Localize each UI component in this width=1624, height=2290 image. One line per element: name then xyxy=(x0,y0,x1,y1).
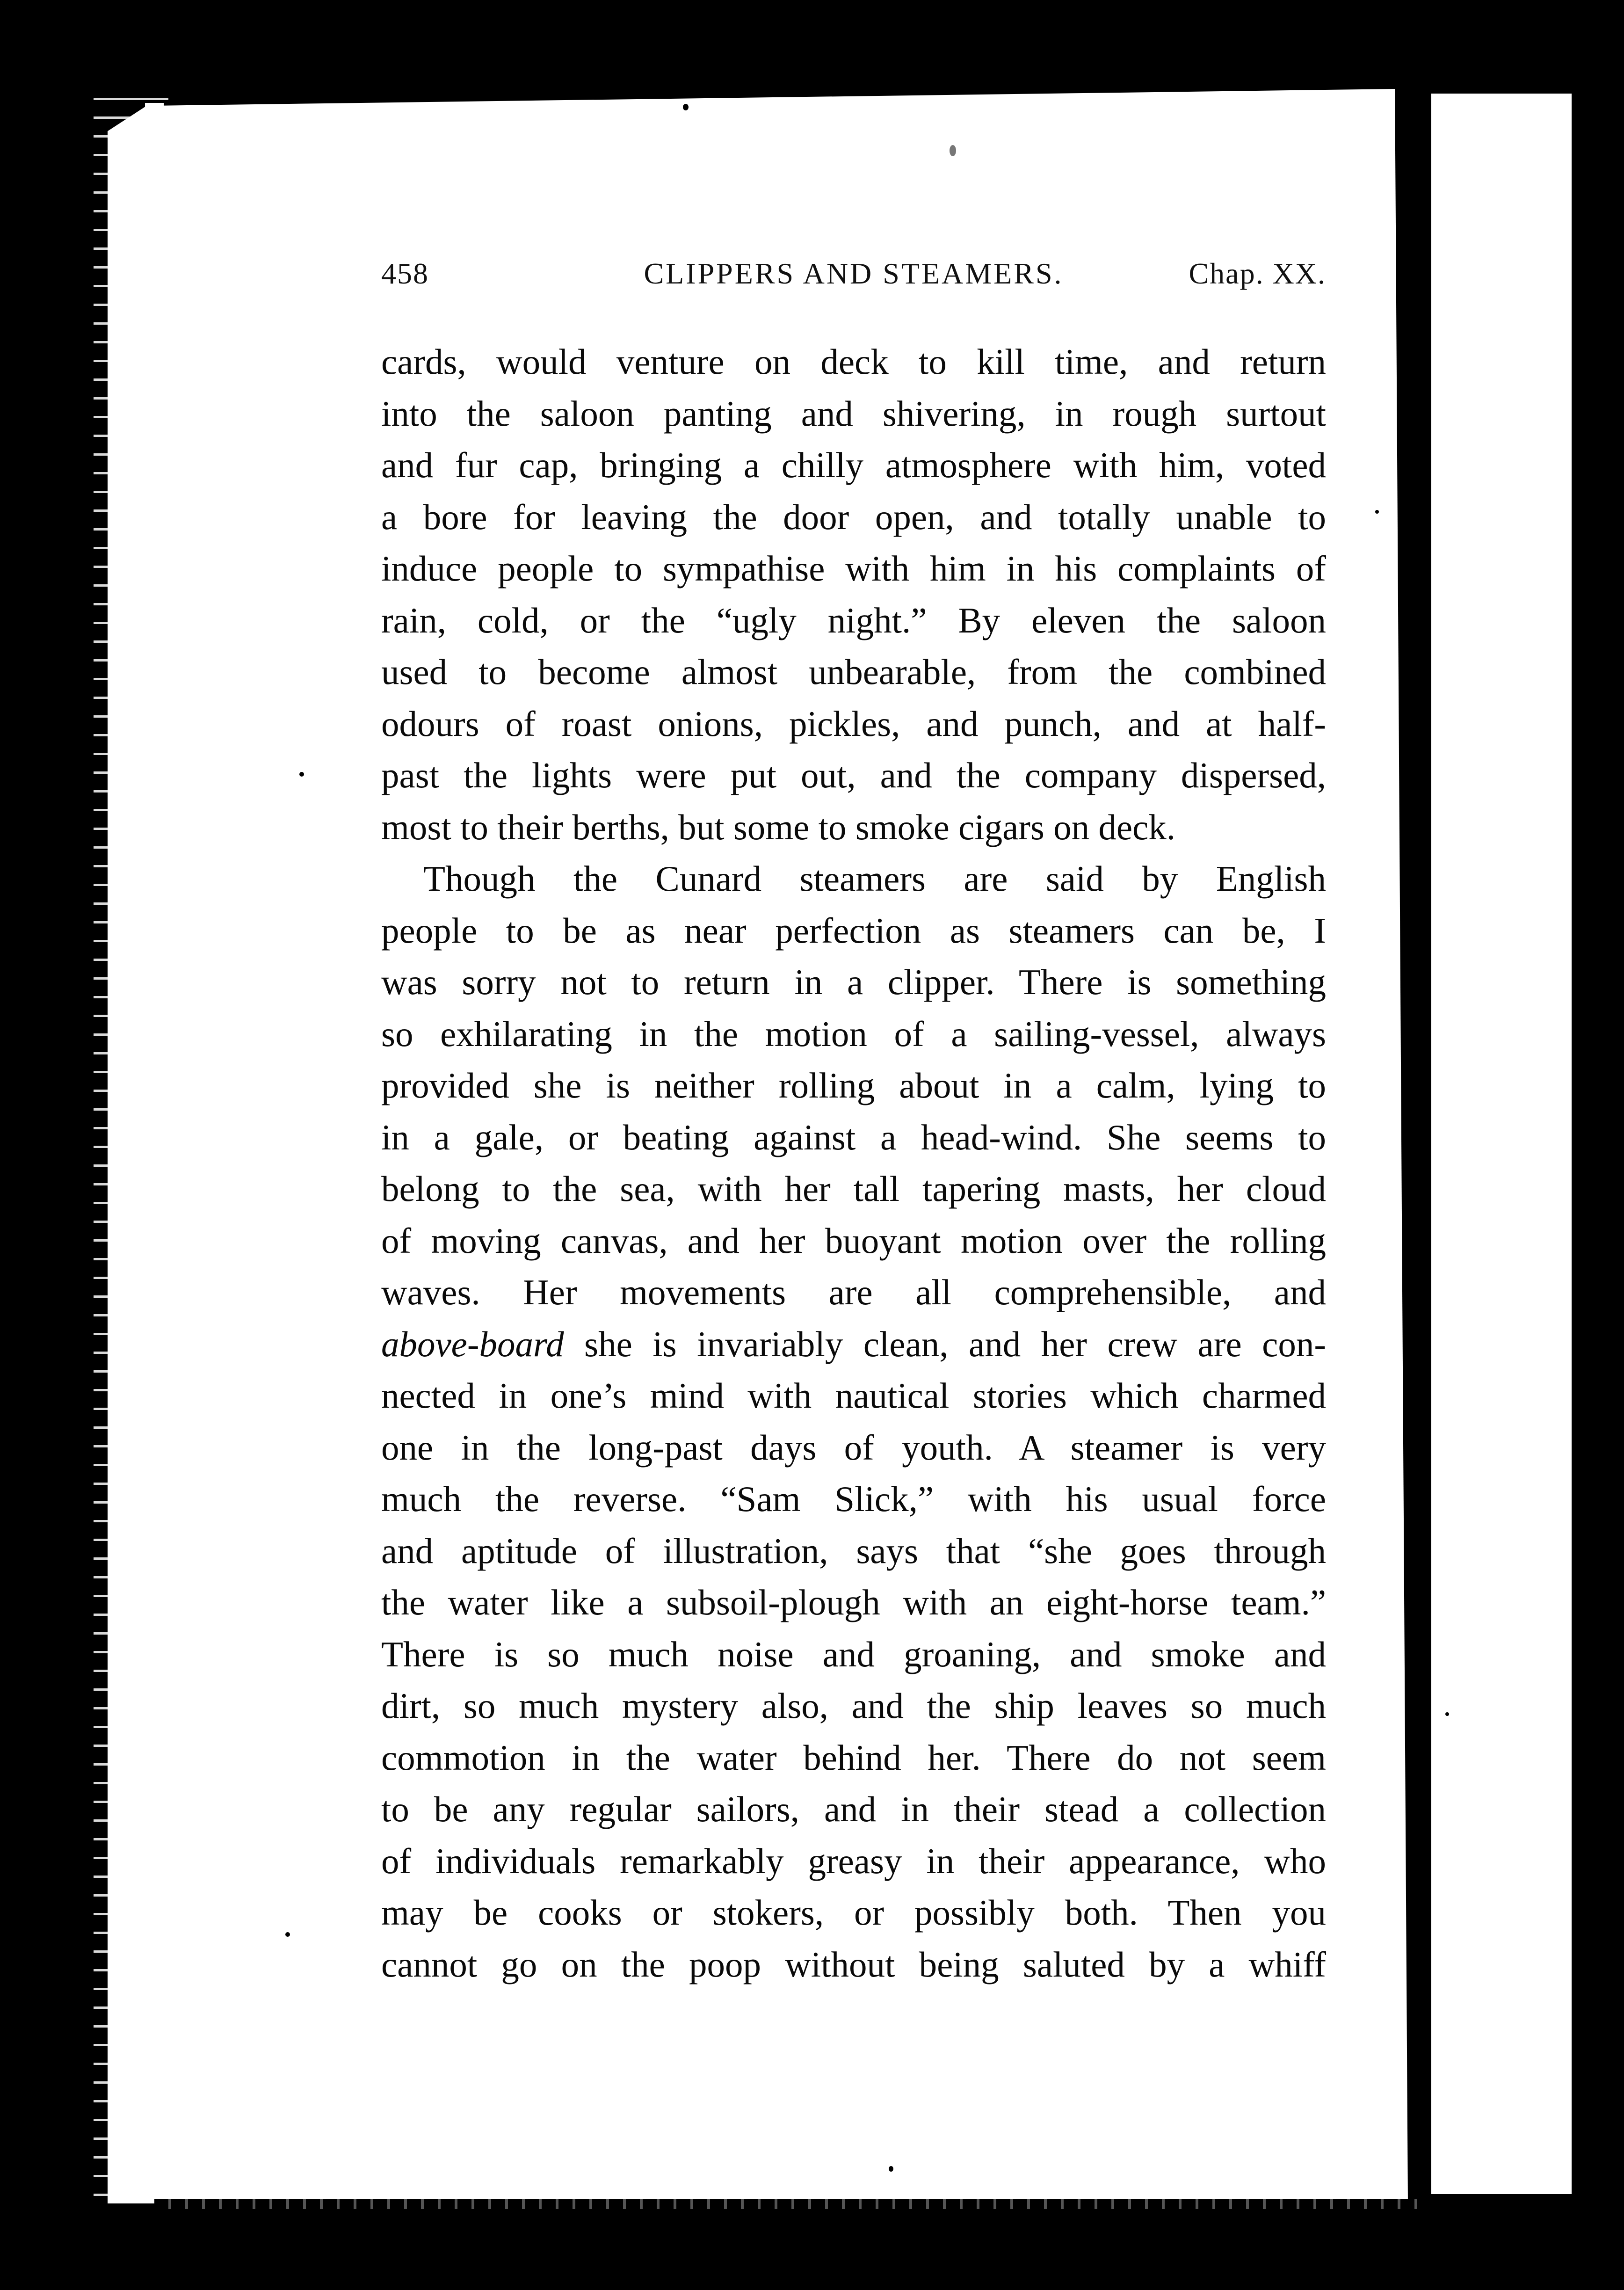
text-line: of moving canvas, and her buoyant motion over the rolling xyxy=(381,1220,1326,1261)
running-title: CLIPPERS AND STEAMERS. xyxy=(644,257,1064,290)
text-line: provided she is neither rolling about in a calm, lying to xyxy=(381,1065,1326,1105)
text-line: dirt, so much mystery also, and the ship leaves so much xyxy=(381,1686,1326,1726)
body-text xyxy=(381,336,1326,1990)
text-line: past the lights were put out, and the company dispersed, xyxy=(381,755,1326,795)
text-line: and aptitude of illustration, says that “she goes through xyxy=(381,1530,1326,1571)
text-line: commotion in the water behind her. There do not seem xyxy=(381,1737,1326,1778)
text-line: induce people to sympathise with him in his complaints of xyxy=(381,548,1326,589)
ink-speck xyxy=(1375,510,1379,514)
running-head xyxy=(381,256,1326,308)
text-line: nected in one’s mind with nautical stories which charmed xyxy=(381,1375,1326,1416)
text-line: people to be as near perfection as steamers can be, I xyxy=(381,910,1326,951)
text-line: of individuals remarkably greasy in their appearance, who xyxy=(381,1840,1326,1881)
ink-speck xyxy=(299,772,304,777)
text-line: belong to the sea, with her tall tapering masts, her cloud xyxy=(381,1169,1326,1209)
chapter-reference: Chap. XX. xyxy=(1189,257,1326,290)
text-line: There is so much noise and groaning, and smoke and xyxy=(381,1634,1326,1674)
text-line: used to become almost unbearable, from the combined xyxy=(381,652,1326,692)
text-line: to be any regular sailors, and in their stead a collection xyxy=(381,1789,1326,1829)
text-line: so exhilarating in the motion of a sailing-vessel, always xyxy=(381,1013,1326,1054)
text-line: a bore for leaving the door open, and totally unable to xyxy=(381,496,1326,537)
text-line: in a gale, or beating against a head-wind. She seems to xyxy=(381,1117,1326,1157)
ink-speck xyxy=(1445,1712,1449,1716)
paragraph-2 xyxy=(381,853,1326,1990)
ink-speck xyxy=(683,104,689,110)
italic-phrase: above-board xyxy=(381,1323,564,1364)
text-line: cannot go on the poop without being saluted by a whiff xyxy=(381,1944,1326,1985)
ink-speck xyxy=(889,2166,893,2172)
text-line: was sorry not to return in a clipper. There is something xyxy=(381,962,1326,1002)
text-line: much the reverse. “Sam Slick,” with his usual force xyxy=(381,1479,1326,1519)
text-line: the water like a subsoil-plough with an eight-horse team.” xyxy=(381,1582,1326,1622)
text-line: rain, cold, or the “ugly night.” By eleven the saloon xyxy=(381,600,1326,640)
text-line: and fur cap, bringing a chilly atmosphere with him, voted xyxy=(381,445,1326,485)
text-line-italic-lead xyxy=(381,1318,1326,1370)
text-line: may be cooks or stokers, or possibly both. Then you xyxy=(381,1892,1326,1933)
text-line: into the saloon panting and shivering, in rough surtout xyxy=(381,393,1326,434)
text-line: cards, would venture on deck to kill time, and return xyxy=(381,342,1326,382)
text-line: odours of roast onions, pickles, and punch, and at half- xyxy=(381,703,1326,744)
next-leaf-edge xyxy=(1431,94,1572,2194)
text-line: most to their berths, but some to smoke cigars on deck. xyxy=(381,807,1175,847)
text-line-rest: she is invariably clean, and her crew are con- xyxy=(564,1323,1326,1364)
bottom-page-edge xyxy=(154,2199,1417,2209)
text-line: one in the long-past days of youth. A steamer is very xyxy=(381,1427,1326,1468)
binding-edge-highlight xyxy=(145,103,164,2189)
text-line: waves. Her movements are all comprehensible, and xyxy=(381,1272,1326,1312)
page-number: 458 xyxy=(381,257,429,290)
ink-speck xyxy=(950,145,956,156)
text-line: Though the Cunard steamers are said by English xyxy=(423,858,1326,899)
ink-speck xyxy=(285,1932,290,1937)
paragraph-1 xyxy=(381,336,1326,853)
